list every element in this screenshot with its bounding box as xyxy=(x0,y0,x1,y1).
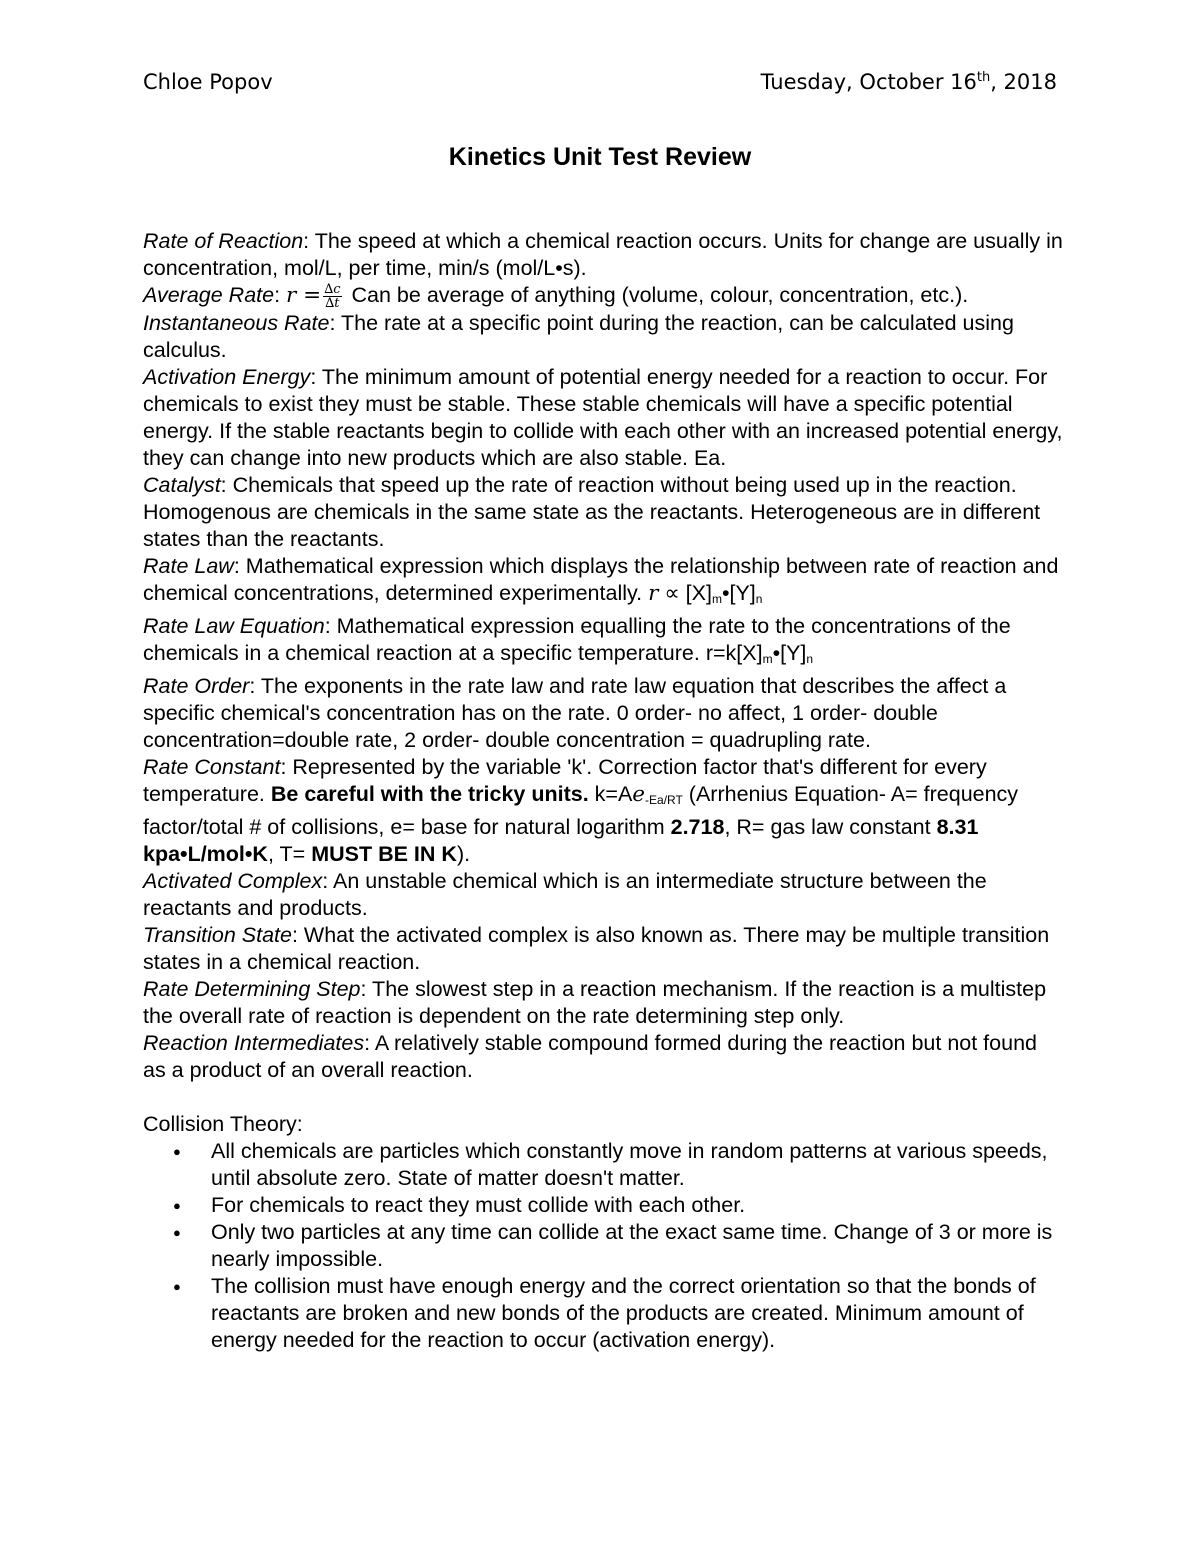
term: Average Rate xyxy=(143,283,275,307)
term: Activation Energy xyxy=(143,364,311,389)
definition-reaction-intermediates xyxy=(143,1030,1063,1084)
bold-warning: Be careful with the tricky units. xyxy=(270,781,589,806)
definition-activated-complex xyxy=(143,868,1063,922)
date-ordinal: th xyxy=(976,70,991,85)
definition-rate-law-equation xyxy=(143,613,1063,673)
bold-e-value: 2.718 xyxy=(670,814,725,839)
definition-text: : Represented by the variable 'k'. Correction factor that's different for every temperature. xyxy=(143,754,987,806)
formula-y: •[Y] xyxy=(721,580,756,605)
term: Rate Determining Step xyxy=(143,976,361,1001)
temperature-text: , T= xyxy=(267,841,312,866)
date-year: , 2018 xyxy=(990,70,1057,94)
bold-r-value: 8.31 kpa•L/mol•K xyxy=(143,814,979,866)
formula-r: r xyxy=(648,580,659,606)
definition-activation-energy xyxy=(143,364,1063,472)
arrhenius-text: (Arrhenius Equation- A= frequency factor/total # of collisions, e= base for natural logarithm xyxy=(143,781,1019,839)
definition-text: : Chemicals that speed up the rate of reaction without being used up in the reaction. Homogenous are chemicals in the same state as the reactants. Heterogeneous are in different states than the reactants. xyxy=(143,472,1041,551)
fraction-denominator: ∆t xyxy=(325,295,340,311)
definition-transition-state xyxy=(143,922,1063,976)
document-date xyxy=(761,70,1057,94)
definition-text: : What the activated complex is also known as. There may be multiple transition states in a chemical reaction. xyxy=(143,922,1050,974)
spacer xyxy=(143,1084,1063,1111)
collision-theory-list xyxy=(143,1138,1063,1354)
definition-rate-of-reaction xyxy=(143,228,1063,282)
definition-text: : A relatively stable compound formed during the reaction but not found as a product of an overall reaction. xyxy=(143,1030,1037,1082)
closing-text: ). xyxy=(456,841,471,866)
list-item: ● The collision must have enough energy and the correct orientation so that the bonds of reactants are broken and new bonds of the products are created. Minimum amount of energy needed for the reaction to occur (activation energy). xyxy=(211,1273,1063,1354)
list-item: ● Only two particles at any time can collide at the exact same time. Change of 3 or more is nearly impossible. xyxy=(211,1219,1063,1273)
formula-lhs: r = xyxy=(286,283,322,308)
document-title: Kinetics Unit Test Review xyxy=(448,143,752,171)
definition-instantaneous-rate xyxy=(143,310,1063,364)
subscript-m: m xyxy=(711,591,722,606)
definition-text: : An unstable chemical which is an intermediate structure between the reactants and products. xyxy=(143,868,987,920)
subscript-m: m xyxy=(762,651,773,666)
euler-e: e xyxy=(632,781,646,807)
bold-kelvin: MUST BE IN K xyxy=(311,841,457,866)
term: Instantaneous Rate xyxy=(143,310,330,335)
term: Activated Complex xyxy=(143,868,323,893)
subscript-n: n xyxy=(806,651,814,666)
formula-proportional: ∝ [X] xyxy=(658,580,712,605)
term: Rate Order xyxy=(143,673,250,698)
term: Rate of Reaction xyxy=(143,229,304,253)
term: Transition State xyxy=(143,922,292,947)
definition-rate-law xyxy=(143,553,1063,613)
term: Reaction Intermediates xyxy=(143,1030,365,1055)
formula-y: •[Y] xyxy=(772,640,807,665)
definition-rate-determining-step xyxy=(143,976,1063,1030)
definition-text: : Mathematical expression which displays the relationship between rate of reaction and chemical concentrations, determined experimentally. xyxy=(143,553,1059,605)
exponent: -Ea/RT xyxy=(645,792,683,807)
author-name: Chloe Popov xyxy=(143,70,273,94)
fraction-numerator: ∆c xyxy=(324,281,341,297)
definition-average-rate xyxy=(143,282,1063,310)
arrhenius-lhs: k=A xyxy=(588,781,633,806)
definition-rate-order xyxy=(143,673,1063,754)
term: Rate Law xyxy=(143,553,234,578)
definition-text: : The minimum amount of potential energy needed for a reaction to occur. For chemicals to exist they must be stable. These stable chemicals will have a specific potential energy. If the stable reactants begin to collide with each other with an increased potential energy, they can change into new products which are also stable. Ea. xyxy=(143,364,1063,470)
definition-text: Can be average of anything (volume, colour, concentration, etc.). xyxy=(345,283,969,307)
definition-text: : The slowest step in a reaction mechanism. If the reaction is a multistep the overall rate of reaction is dependent on the rate determining step only. xyxy=(143,976,1047,1028)
document-body xyxy=(143,228,1063,1354)
definition-rate-constant xyxy=(143,754,1063,868)
term: Catalyst xyxy=(143,472,221,497)
rate-fraction xyxy=(323,283,341,310)
definition-text: : Mathematical expression equalling the rate to the concentrations of the chemicals in a chemical reaction at a specific temperature. r=k[X] xyxy=(143,613,1011,665)
definition-text: : The speed at which a chemical reaction occurs. Units for change are usually in concentration, mol/L, per time, min/s (mol/L•s). xyxy=(143,229,1063,280)
subscript-n: n xyxy=(755,591,763,606)
list-item: ● All chemicals are particles which constantly move in random patterns at various speeds, until absolute zero. State of matter doesn't matter. xyxy=(211,1138,1063,1192)
definition-text: : The exponents in the rate law and rate law equation that describes the affect a specific chemical's concentration has on the rate. 0 order- no affect, 1 order- double concentration=double rate, 2 order- double concentration = quadrupling rate. xyxy=(143,673,1007,752)
definition-text: : The rate at a specific point during the reaction, can be calculated using calculus. xyxy=(143,310,1014,362)
definition-catalyst xyxy=(143,472,1063,553)
list-item: ● For chemicals to react they must collide with each other. xyxy=(211,1192,1063,1219)
date-main: Tuesday, October 16 xyxy=(760,70,977,94)
collision-theory-heading: Collision Theory: xyxy=(143,1111,303,1136)
term: Rate Law Equation xyxy=(143,613,325,638)
term: Rate Constant xyxy=(143,754,281,779)
gas-constant-text: , R= gas law constant xyxy=(724,814,937,839)
separator: : xyxy=(274,283,287,307)
